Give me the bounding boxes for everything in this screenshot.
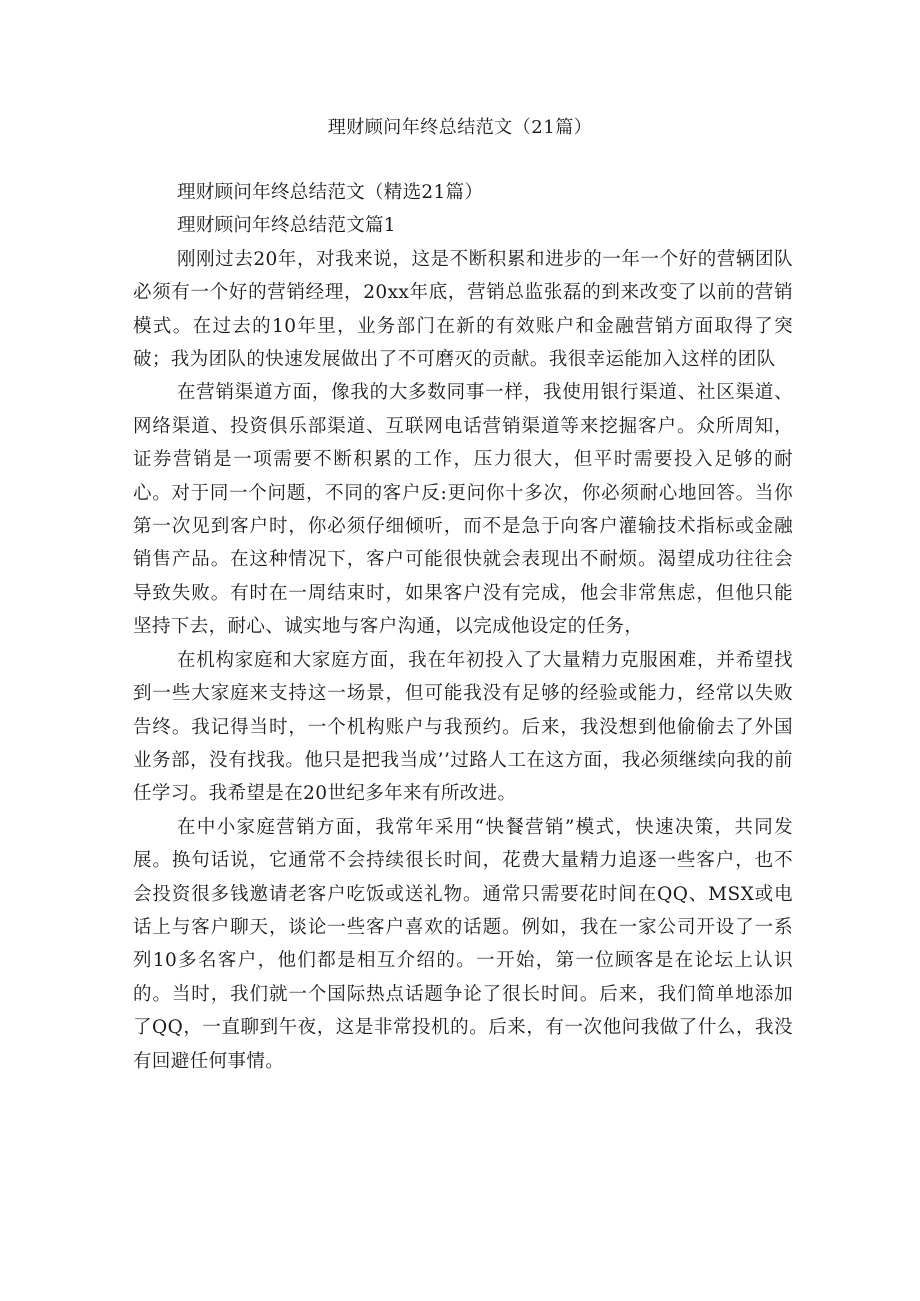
document-subtitle: 理财顾问年终总结范文（精选21篇） <box>177 182 484 203</box>
paragraph: 在营销渠道方面，像我的大多数同事一样，我使用银行渠道、社区渠道、网络渠道、投资俱乐部渠道、互联网电话营销渠道等来挖掘客户。众所周知，证券营销是一项需要不断积累的工作，压力很大，但平时需要投入足够的耐心。对于同一个问题，不同的客户反:更问你十多次，你必须耐心地回答。当你第一次见到客户时，你必须仔细倾听，而不是急于向客户灌输技术指标或金融销售产品。在这种情况下，客户可能很快就会表现出不耐烦。渴望成功往往会导致失败。有时在一周结束时，如果客户没有完成，他会非常焦虑，但他只能坚持下去，耐心、诚实地与客户沟通，以完成他设定的任务， <box>133 382 793 638</box>
document-body <box>133 176 793 1078</box>
section-heading: 理财顾问年终总结范文篇1 <box>177 215 396 237</box>
paragraph: 在中小家庭营销方面，我常年采用“快餐营销”模式，快速决策，共同发展。换句话说，它通常不会持续很长时间，花费大量精力追逐一些客户，也不会投资很多钱邀请老客户吃饭或送礼物。通常只需要花时间在QQ、MSX或电话上与客户聊天，谈论一些客户喜欢的话题。例如，我在一家公司开设了一系列10多名客户，他们都是相互介绍的。一开始，第一位顾客是在论坛上认识的。当时，我们就一个国际热点话题争论了很长时间。后来，我们简单地添加了QQ，一直聊到午夜，这是非常投机的。后来，有一次他问我做了什么，我没有回避任何事情。 <box>133 816 793 1072</box>
document-title: 理财顾问年终总结范文（21篇） <box>327 117 593 138</box>
paragraph: 在机构家庭和大家庭方面，我在年初投入了大量精力克服困难，并希望找到一些大家庭来支持这一场景，但可能我没有足够的经验或能力，经常以失败告终。我记得当时，一个机构账户与我预约。后来，我没想到他偷偷去了外国业务部，没有找我。他只是把我当成’’过路人工在这方面，我必须继续向我的前任学习。我希望是在20世纪多年来有所改进。 <box>133 649 793 805</box>
paragraph: 刚刚过去20年，对我来说，这是不断积累和进步的一年一个好的营辆团队必须有一个好的营销经理，20xx年底，营销总监张磊的到来改变了以前的营销模式。在过去的10年里，业务部门在新的有效账户和金融营销方面取得了突破；我为团队的快速发展做出了不可磨灭的贡献。我很幸运能加入这样的团队 <box>133 248 793 371</box>
